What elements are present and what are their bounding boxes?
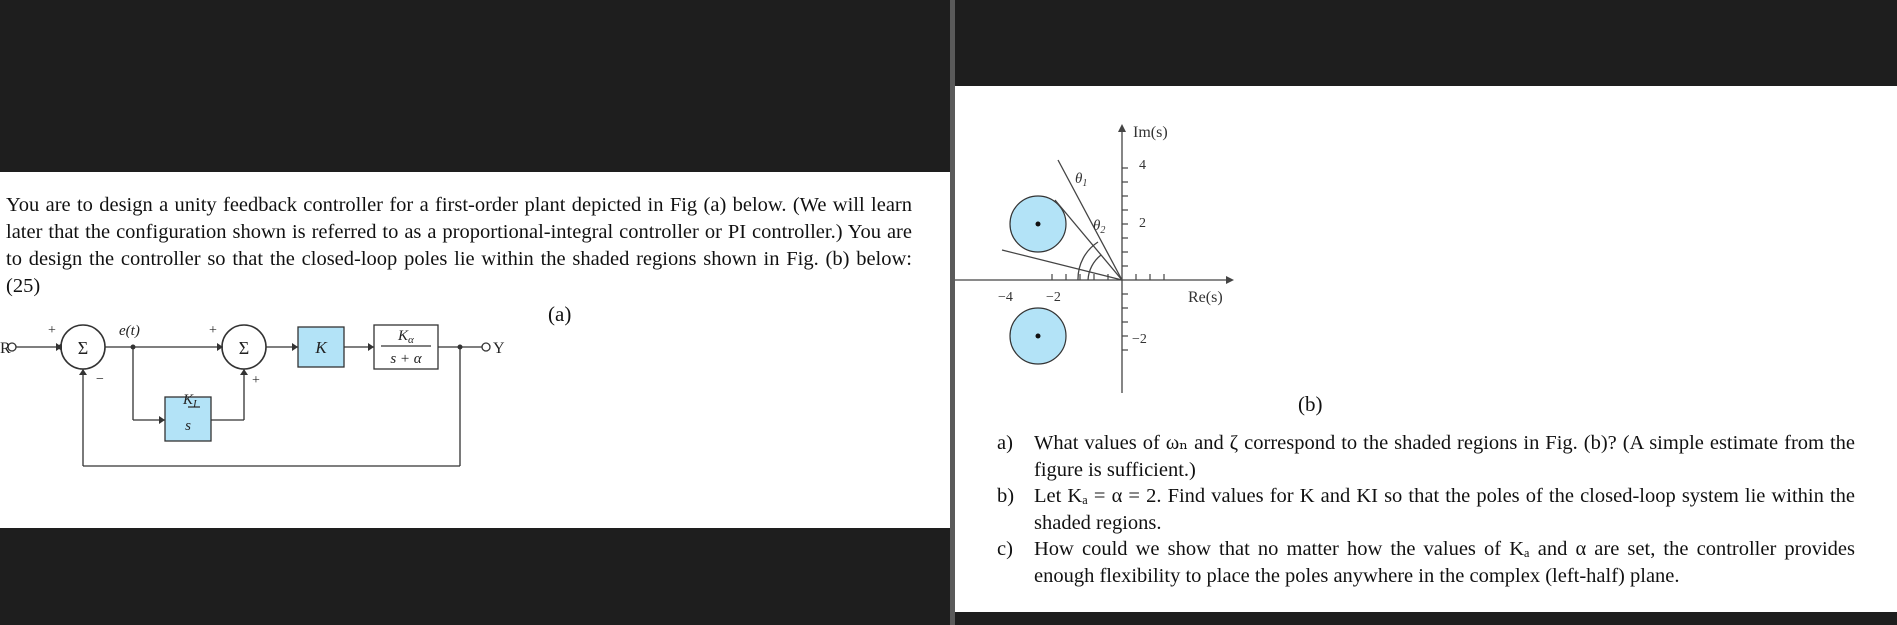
question-a	[997, 430, 1855, 483]
angle-line-3	[1058, 160, 1122, 280]
angle-line-2	[1055, 200, 1122, 280]
angle-line-1	[1002, 250, 1122, 280]
figure-a-label: (a)	[548, 302, 572, 326]
figure-b-label: (b)	[1298, 392, 1323, 416]
block-diagram	[0, 310, 505, 475]
sign-minus-1: −	[96, 372, 104, 387]
input-label: R	[0, 340, 11, 357]
theta-1-label: $\theta_1$	[1075, 171, 1088, 189]
problem-statement: You are to design a unity feedback controller for a first-order plant depicted in Fig (a) below. (We will learn later that the configuration shown is referred to as a proportional-integral controller or PI controller.) You are to design the controller so that the closed-loop poles lie within the shaded regions shown in Fig. (b) below: (25)	[6, 194, 912, 297]
question-text: How could we show that no matter how the values of Kₐ and α are set, the controller provides enough flexibility to place the poles anywhere in the complex (left-half) plane.	[1034, 538, 1855, 587]
theta-2-label: $\theta_2$	[1093, 218, 1106, 236]
question-marker: b)	[997, 485, 1015, 507]
question-text: Let Kₐ = α = 2. Find values for K and KI so that the poles of the closed-loop system lie within the shaded regions.	[1034, 485, 1855, 534]
sign-plus-1: +	[48, 323, 56, 338]
summing-junction-1: Σ	[77, 338, 89, 358]
x-axis-label: Re(s)	[1188, 289, 1223, 306]
integral-numerator: $K_I$	[183, 392, 197, 410]
sign-plus-3: +	[252, 373, 260, 388]
question-c	[997, 536, 1855, 589]
plant-numerator: $K_\alpha$	[398, 328, 414, 346]
s-plane-plot	[950, 110, 1250, 400]
question-b	[997, 483, 1855, 536]
y-tick-neg2: −2	[1132, 332, 1147, 347]
gain-block-label: K	[315, 338, 327, 357]
x-tick-neg2: −2	[1046, 290, 1061, 305]
y-tick-2: 2	[1139, 216, 1146, 231]
question-list	[997, 430, 1855, 589]
question-marker: a)	[997, 432, 1013, 454]
error-signal-label: e(t)	[119, 323, 140, 339]
integral-denominator: s	[185, 418, 191, 434]
sign-plus-2: +	[209, 323, 217, 338]
y-tick-4: 4	[1139, 158, 1146, 173]
x-tick-neg4: −4	[998, 290, 1013, 305]
region-center-dot-1	[1036, 222, 1041, 227]
plant-denominator: s + α	[390, 351, 422, 367]
region-center-dot-2	[1036, 334, 1041, 339]
question-marker: c)	[997, 538, 1013, 560]
y-axis-label: Im(s)	[1133, 124, 1168, 141]
output-label: Y	[493, 340, 505, 357]
summing-junction-2: Σ	[238, 338, 250, 358]
question-text: What values of ωₙ and ζ correspond to the shaded regions in Fig. (b)? (A simple estimate from the figure is sufficient.)	[1034, 432, 1855, 481]
